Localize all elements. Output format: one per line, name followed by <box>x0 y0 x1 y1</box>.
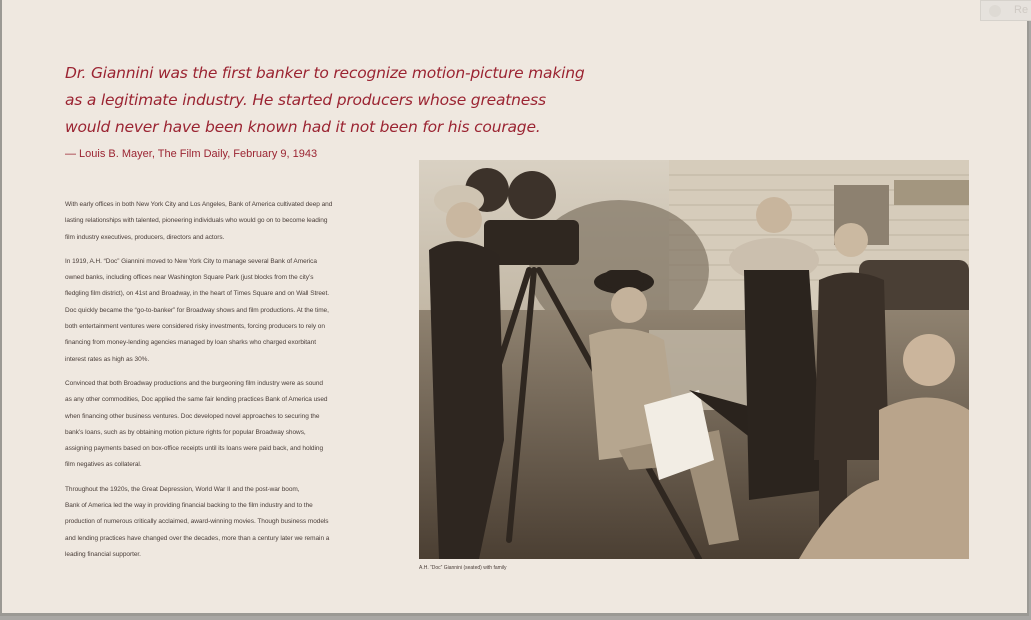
paragraph <box>65 197 333 246</box>
text-line: both entertainment ventures were considered risky investments, forcing producers to rely on <box>65 323 325 331</box>
text-line: fledgling film district), on 41st and Broadway, in the heart of Times Square and on Wall Street. <box>65 290 330 298</box>
text-line: In 1919, A.H. “Doc” Giannini moved to New York City to manage several Bank of America <box>65 257 317 265</box>
text-line: as any other commodities, Doc applied the same fair lending practices Bank of America used <box>65 396 328 404</box>
text-line: leading financial supporter. <box>65 550 141 558</box>
text-line: when financing other business ventures. Doc developed novel approaches to securing the <box>65 412 320 420</box>
historical-photo <box>419 160 969 559</box>
text-line: assigning payments based on box-office receipts until its loans were paid back, and holding <box>65 445 324 453</box>
body-text <box>65 197 333 571</box>
quote-line: as a legitimate industry. He started producers whose greatness <box>65 91 546 109</box>
text-line: and lending practices have changed over the decades, more than a century later we remain a <box>65 534 330 542</box>
paragraph <box>65 376 333 474</box>
quote-line: would never have been known had it not been for his courage. <box>65 118 541 136</box>
text-line: Convinced that both Broadway productions and the burgeoning film industry were as sound <box>65 379 323 387</box>
text-line: Doc quickly became the “go-to-banker” for Broadway shows and film productions. At the time, <box>65 306 329 314</box>
corner-control-label: Re <box>1014 4 1029 16</box>
text-line: Bank of America led the way in providing financial backing to the film industry and to the <box>65 502 313 510</box>
text-line: lasting relationships with talented, pioneering individuals who would go on to become leading <box>65 217 328 225</box>
circle-icon <box>989 5 1001 17</box>
text-line: owned banks, including offices near Washington Square Park (just blocks from the city’s <box>65 274 314 282</box>
text-line: financing from money-lending agencies managed by loan sharks who charged exorbitant <box>65 339 316 347</box>
paragraph <box>65 482 333 563</box>
pull-quote <box>65 60 585 141</box>
text-line: bank’s loans, such as by obtaining motion picture rights for popular Broadway shows, <box>65 428 306 436</box>
text-line: Throughout the 1920s, the Great Depression, World War II and the post-war boom, <box>65 485 300 493</box>
text-line: production of numerous critically acclaimed, award-winning movies. Though business models <box>65 518 329 526</box>
photo-caption: A.H. “Doc” Giannini (seated) with family <box>419 565 507 571</box>
quote-line: Dr. Giannini was the first banker to recognize motion-picture making <box>65 64 585 82</box>
text-line: interest rates as high as 30%. <box>65 355 150 363</box>
paragraph <box>65 254 333 368</box>
text-line: film negatives as collateral. <box>65 461 142 469</box>
text-line: film industry executives, producers, directors and actors. <box>65 233 225 241</box>
corner-control[interactable] <box>980 0 1031 21</box>
text-line: With early offices in both New York City and Los Angeles, Bank of America cultivated deep and <box>65 201 333 208</box>
quote-attribution: — Louis B. Mayer, The Film Daily, February 9, 1943 <box>65 148 318 160</box>
